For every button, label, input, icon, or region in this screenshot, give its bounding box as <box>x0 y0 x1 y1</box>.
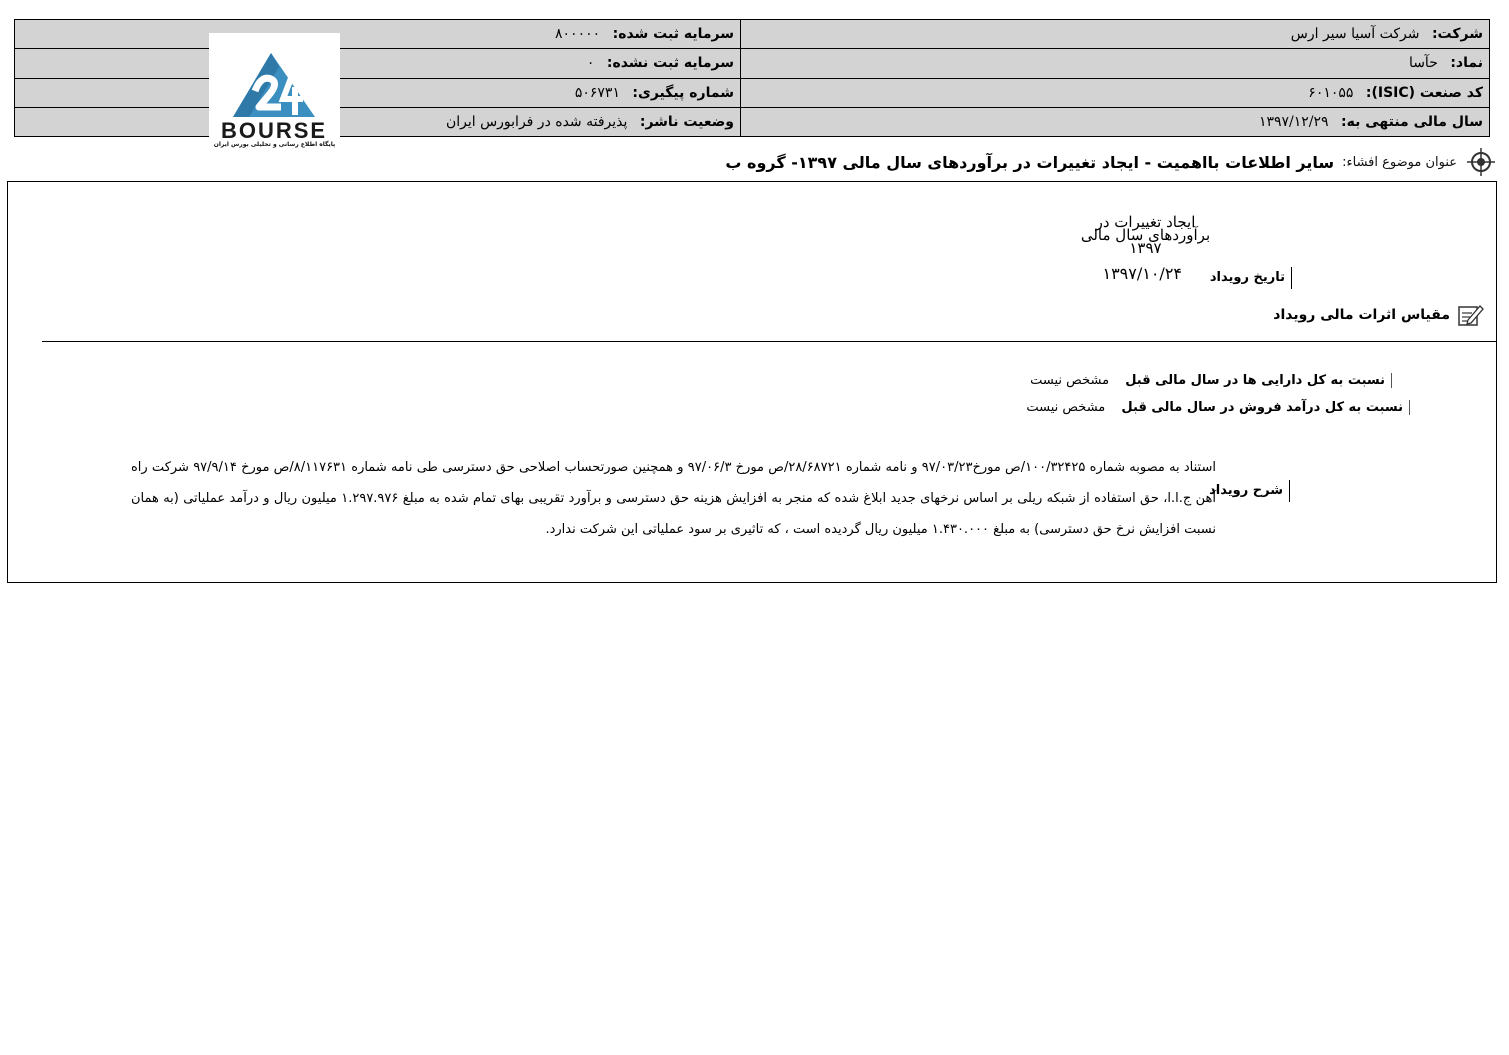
ratio-row <box>1026 397 1410 419</box>
company-label: شرکت: <box>1431 26 1483 43</box>
section-title: مقیاس اثرات مالی رویداد <box>1273 307 1450 323</box>
symbol-label: نماد: <box>1450 55 1483 72</box>
unregistered-capital-cell <box>15 49 741 78</box>
event-description-label: شرح رویداد <box>1209 480 1290 502</box>
section-divider <box>42 341 1496 342</box>
publisher-status-value: پذیرفته شده در فرابورس ایران <box>445 113 628 130</box>
company-cell <box>741 20 1490 49</box>
event-date-label: تاریخ رویداد <box>1210 267 1292 289</box>
publisher-status-cell <box>15 107 741 136</box>
tracking-value: ۵۰۶۷۳۱ <box>574 84 620 101</box>
ratio-label: نسبت به کل دارایی ها در سال مالی قبل <box>1125 373 1392 388</box>
event-title <box>1078 213 1213 257</box>
registered-capital-cell <box>15 20 741 49</box>
event-title-line: ۱۳۹۷ <box>1129 239 1162 257</box>
tracking-cell <box>15 78 741 107</box>
ratio-value: مشخص نیست <box>1026 400 1106 415</box>
ratio-value: مشخص نیست <box>1030 373 1110 388</box>
isic-value: ۶۰۱۰۵۵ <box>1308 84 1354 101</box>
ratio-label: نسبت به کل درآمد فروش در سال مالی قبل <box>1121 400 1410 415</box>
unregistered-capital-label: سرمایه ثبت نشده: <box>606 55 734 72</box>
isic-cell <box>741 78 1490 107</box>
ratio-row <box>1030 370 1392 392</box>
edit-note-icon <box>1456 302 1484 328</box>
symbol-value: حآسا <box>1408 55 1438 72</box>
event-content-box <box>7 181 1497 583</box>
bourse-logo-mark <box>209 33 340 141</box>
unregistered-capital-value: ۰ <box>586 55 595 72</box>
fiscal-year-cell <box>741 107 1490 136</box>
event-title-line: برآوردهای سال مالی <box>1080 226 1211 244</box>
financial-impact-heading <box>1273 302 1484 328</box>
fiscal-year-value: ۱۳۹۷/۱۲/۲۹ <box>1258 113 1329 130</box>
event-date-value: ۱۳۹۷/۱۰/۲۴ <box>1102 264 1182 283</box>
tracking-label: شماره پیگیری: <box>632 84 734 101</box>
logo-caption: پایگاه اطلاع رسانی و تحلیلی بورس ایران <box>213 141 336 148</box>
bourse-logo <box>209 33 340 153</box>
event-title-line: ایجاد تغییرات در <box>1095 213 1196 231</box>
company-value: شرکت آسیا سیر ارس <box>1290 26 1420 43</box>
disclosure-subject <box>725 147 1497 177</box>
registered-capital-value: ۸۰۰۰۰۰ <box>555 26 601 43</box>
publisher-status-label: وضعیت ناشر: <box>639 113 734 130</box>
isic-label: کد صنعت (ISIC): <box>1365 84 1483 101</box>
fiscal-year-label: سال مالی منتهی به: <box>1341 113 1483 130</box>
subject-title: سایر اطلاعات بااهمیت - ایجاد تغییرات در برآوردهای سال مالی ۱۳۹۷- گروه ب <box>725 152 1335 172</box>
subject-label: عنوان موضوع افشاء: <box>1342 154 1457 170</box>
bourse-wordmark: BOURSE <box>220 118 328 141</box>
symbol-cell <box>741 49 1490 78</box>
target-icon <box>1465 147 1497 177</box>
event-description-text: استناد به مصوبه شماره ۱۰۰/۳۲۴۲۵/ص مورخ۹۷/۰۳/۲۳ و نامه شماره ۲۸/۶۸۷۲۱/ص مورخ ۹۷/۰۶/۳ و همچنین صورتحساب اصلاحی حق دسترسی طی نامه شماره ۸/۱۱۷۶۳۱/ص مورخ ۹۷/۹/۱۴ شرکت راه آهن ج.ا.ا، حق استفاده از شبکه ریلی بر اساس نرخهای جدید ابلاغ شده که منجر به افزایش هزینه حق دسترسی و برآورد تقریبی بهای تمام شده به مبلغ ۱.۲۹۷.۹۷۶ میلیون ریال و درآمد عملیاتی (به همان نسبت افزایش نرخ حق دسترسی) به مبلغ ۱.۴۳۰.۰۰۰ میلیون ریال گردیده است ، که تاثیری بر سود عملیاتی این شرکت ندارد. <box>131 460 1217 537</box>
registered-capital-label: سرمایه ثبت شده: <box>612 26 734 43</box>
